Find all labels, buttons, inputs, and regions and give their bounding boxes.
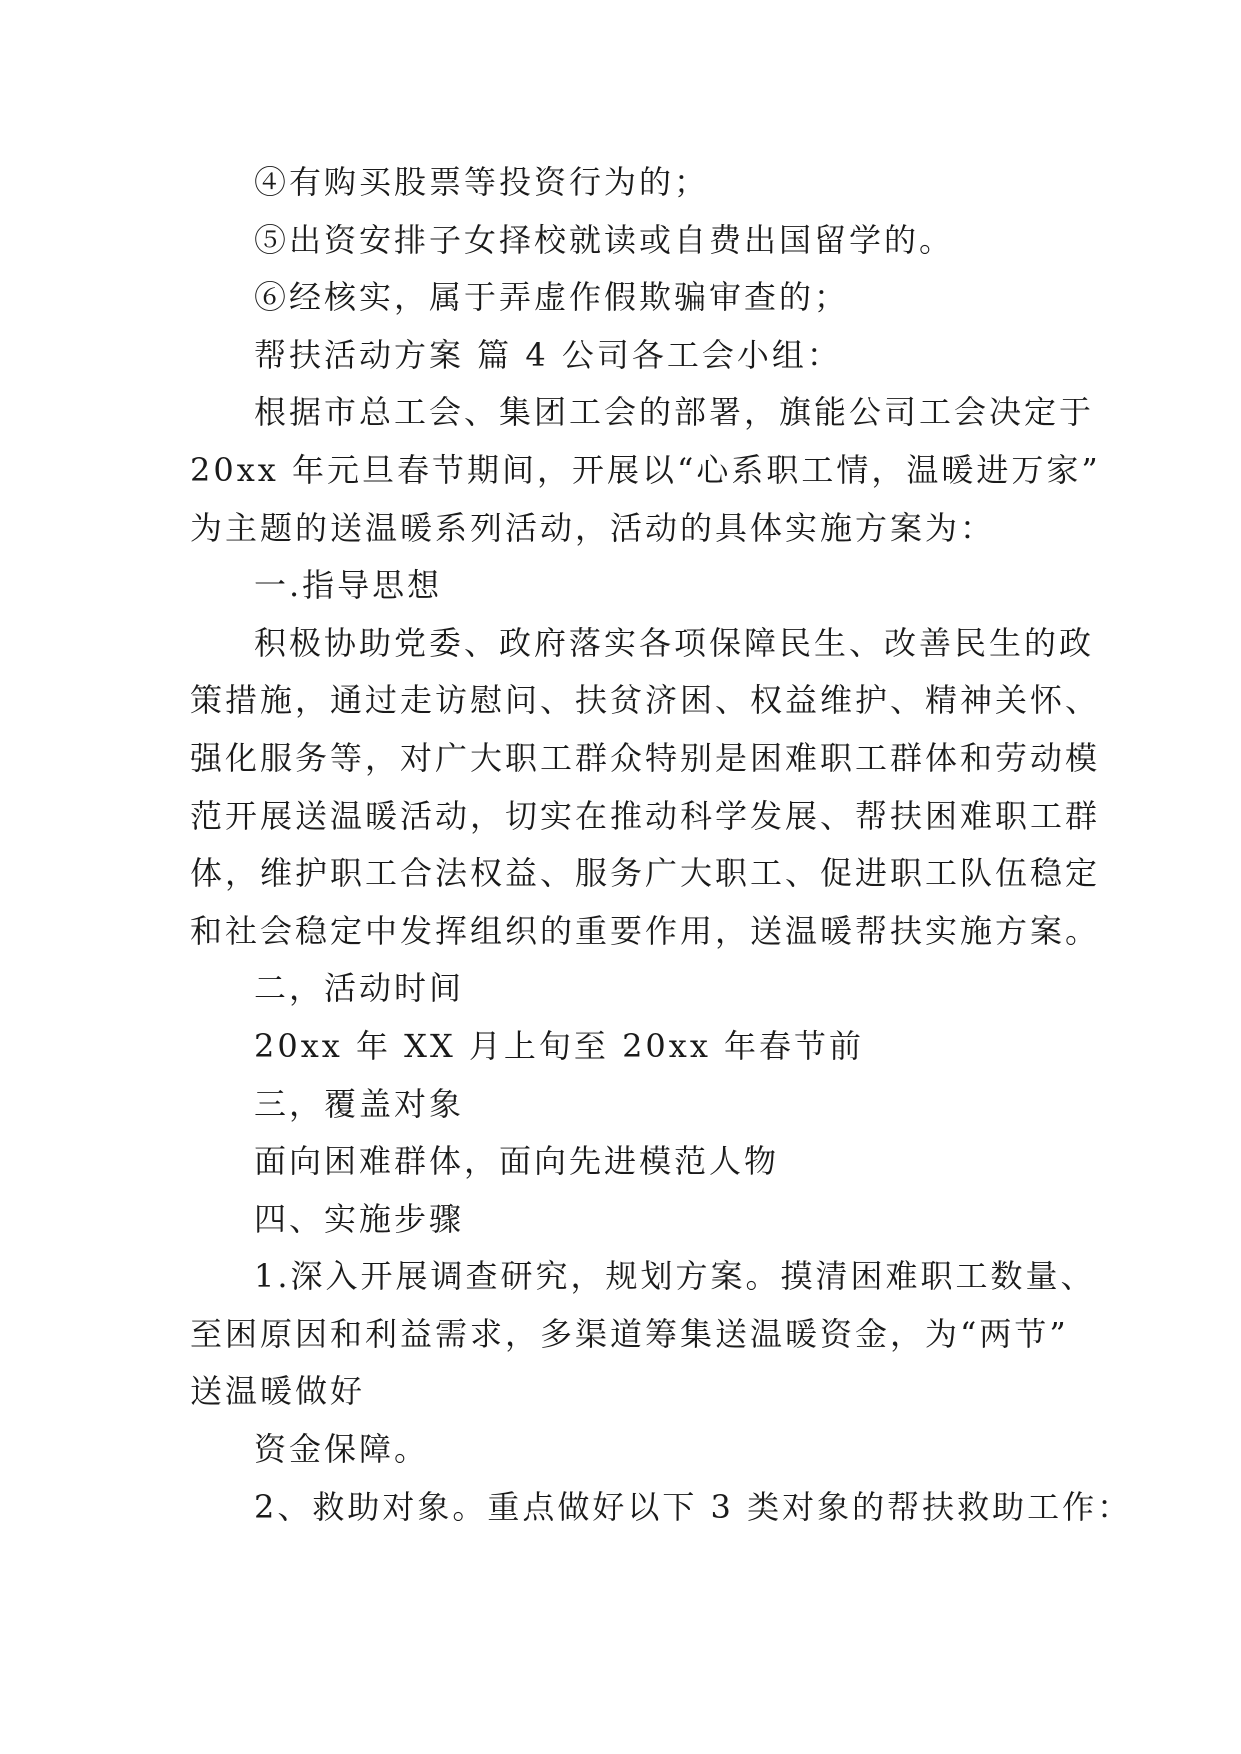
paragraph-line: 策措施，通过走访慰问、扶贫济困、权益维护、精神关怀、 — [190, 681, 1101, 720]
section-heading: 二，活动时间 — [254, 969, 465, 1008]
text-line: ⑥经核实，属于弄虚作假欺骗审查的； — [254, 278, 850, 317]
section-heading: 四、实施步骤 — [254, 1199, 465, 1238]
paragraph-line: 20xx 年元旦春节期间，开展以“心系职工情，温暖进万家” — [190, 450, 1101, 489]
paragraph-line: 至困原因和利益需求，多渠道筹集送温暖资金，为“两节” — [190, 1314, 1069, 1353]
paragraph-line: 20xx 年 XX 月上旬至 20xx 年春节前 — [254, 1026, 865, 1065]
paragraph-line: 体，维护职工合法权益、服务广大职工、促进职工队伍稳定 — [190, 854, 1101, 893]
paragraph-line: 送温暖做好 — [190, 1372, 366, 1411]
document-body — [190, 154, 1133, 1536]
paragraph-line: 资金保障。 — [254, 1430, 430, 1469]
paragraph-line: 和社会稳定中发挥组织的重要作用，送温暖帮扶实施方案。 — [190, 911, 1101, 950]
text-line: ④有购买股票等投资行为的； — [254, 163, 710, 201]
paragraph-line: 为主题的送温暖系列活动，活动的具体实施方案为： — [190, 508, 996, 547]
paragraph-line: 面向困难群体，面向先进模范人物 — [254, 1142, 780, 1181]
section-heading: 三，覆盖对象 — [254, 1084, 465, 1123]
section-heading: 帮扶活动方案 篇 4 公司各工会小组： — [254, 335, 842, 374]
section-heading: 一.指导思想 — [254, 566, 443, 605]
paragraph-line: 强化服务等，对广大职工群众特别是困难职工群体和劳动模 — [190, 738, 1101, 777]
paragraph-line: 根据市总工会、集团工会的部署，旗能公司工会决定于 — [254, 393, 1095, 432]
paragraph-line: 1.深入开展调查研究，规划方案。摸清困难职工数量、 — [254, 1257, 1096, 1296]
paragraph-line: 2、救助对象。重点做好以下 3 类对象的帮扶救助工作： — [254, 1487, 1133, 1526]
paragraph-line: 范开展送温暖活动，切实在推动科学发展、帮扶困难职工群 — [190, 796, 1101, 835]
paragraph-line: 积极协助党委、政府落实各项保障民生、改善民生的政 — [254, 623, 1095, 662]
text-line: ⑤出资安排子女择校就读或自费出国留学的。 — [254, 220, 955, 259]
